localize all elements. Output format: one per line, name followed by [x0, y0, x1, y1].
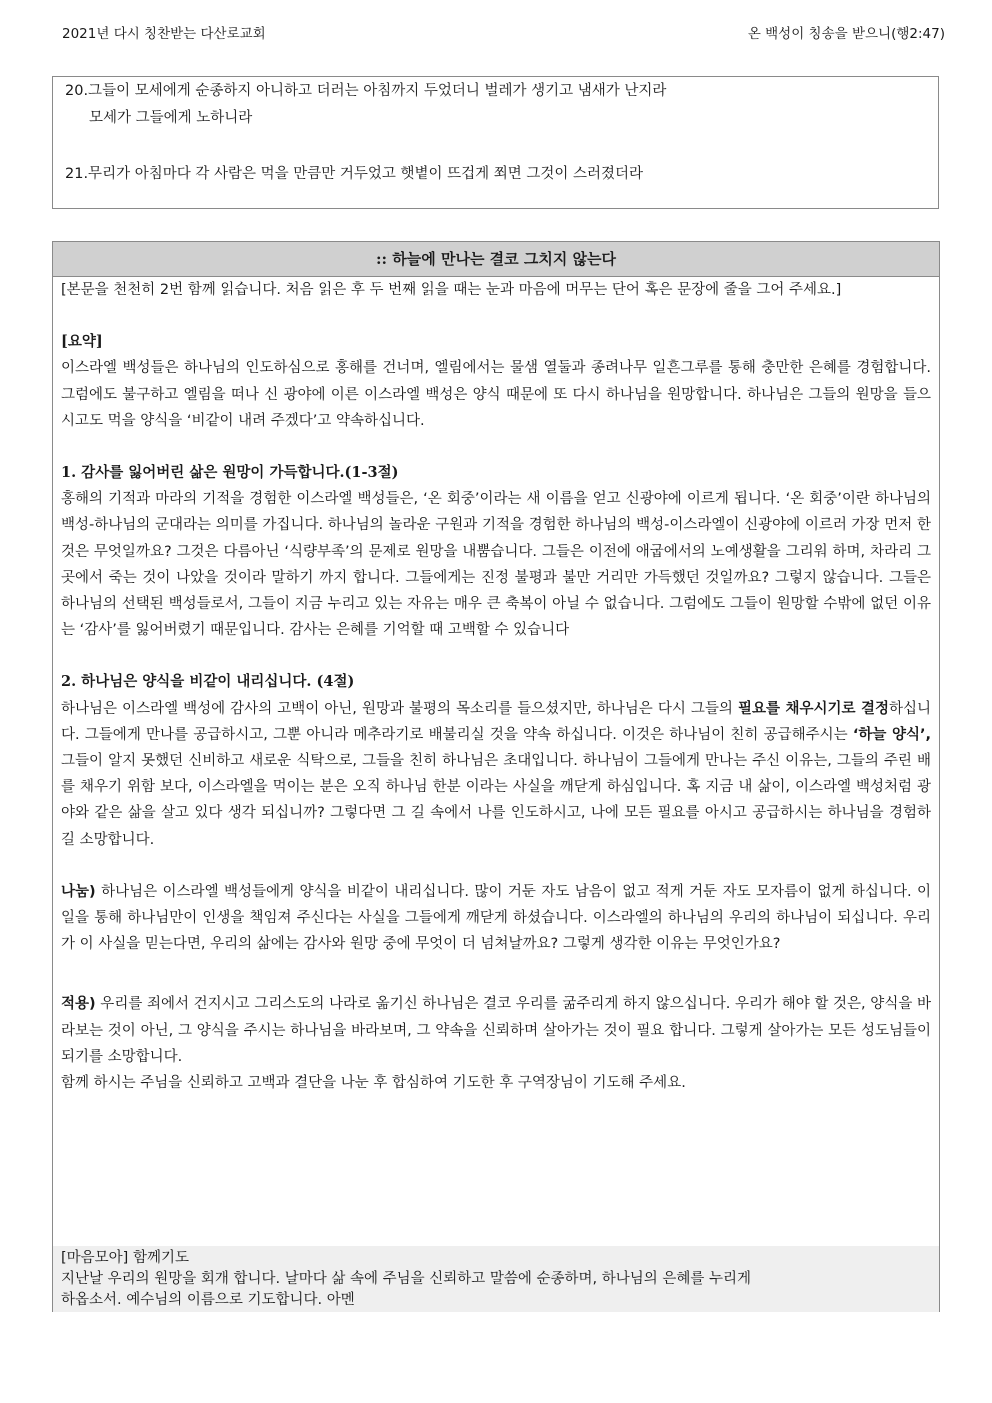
- study-content: [53, 277, 939, 1096]
- share-body: 하나님은 이스라엘 백성들에게 양식을 비같이 내리십니다. 많이 거둔 자도 남음이 없고 적게 거둔 자도 모자름이 없게 하십니다. 이 일을 통해 하나님만이 인생을 책임져 주신다는 사실을 그들에게 깨닫게 하셨습니다. 이스라엘의 하나님의 우리의 하나님이 되십니다. 우리가 이 사실을 믿는다면, 우리의 삶에는 감사와 원망 중에 무엇이 더 넘쳐날까요? 그렇게 생각한 이유는 무엇인가요?: [61, 883, 931, 953]
- apply-label: 적용): [61, 996, 96, 1013]
- prayer-line-2: 하옵소서. 예수님의 이름으로 기도합니다. 아멘: [61, 1292, 355, 1308]
- study-title: :: 하늘에 만나는 결코 그치지 않는다: [53, 242, 939, 277]
- prayer-line-1: 지난날 우리의 원망을 회개 합니다. 날마다 삶 속에 주님을 신뢰하고 말씀에 순종하며, 하나님의 은혜를 누리게: [61, 1271, 752, 1287]
- section-2-emphasis-2: ‘하늘 양식’,: [852, 726, 931, 743]
- header-motto: 온 백성이 칭송을 받으니(행2:47): [747, 26, 945, 42]
- section-2-text-3: 그들이 알지 못했던 신비하고 새로운 식탁으로, 그들을 친히 하나님은 초대입니다. 하나님이 그들에게 만나는 주신 이유는, 그들의 주린 배를 채우기 위함 보다, 이스라엘을 먹이는 분은 오직 하나님 한분 이라는 사실을 깨닫게 하심입니다. 혹 지금 내 삶이, 이스라엘 백성처럼 광야와 같은 삶을 살고 있다 생각 되십니까? 그렇다면 그 길 속에서 나를 인도하시고, 나에 모든 필요를 아시고 공급하시는 하나님을 경험하길 소망합니다.: [61, 753, 931, 848]
- section-2-body: [61, 696, 931, 853]
- section-1-body: 홍해의 기적과 마라의 기적을 경험한 이스라엘 백성들은, ‘온 회중’이라는 새 이름을 얻고 신광야에 이르게 됩니다. ‘온 회중’이란 하나님의 백성-하나님의 군대라는 의미를 가집니다. 하나님의 놀라운 구원과 기적을 경험한 하나님의 백성-이스라엘이 신광야에 이르러 가장 먼저 한 것은 무엇일까요? 그것은 다름아닌 ‘식량부족’의 문제로 원망을 내뿜습니다. 그들은 이전에 애굽에서의 노예생활을 그리워 하며, 차라리 그곳에서 죽는 것이 나았을 것이라 말하기 까지 합니다. 그들에게는 진정 불평과 불만 거리만 가득했던 것일까요? 그렇지 않습니다. 그들은 하나님의 선택된 백성들로서, 그들이 지금 누리고 있는 자유는 매우 큰 축복이 아닐 수 없습니다. 그럼에도 그들이 원망할 수밖에 없던 이유는 ‘감사’를 잃어버렸기 때문입니다. 감사는 은혜를 기억할 때 고백할 수 있습니다: [61, 491, 931, 639]
- prayer-label: [마음모아] 함께기도: [61, 1250, 189, 1266]
- section-2-text-2: 하십니다. 그들에게 만나를 공급하시고, 그뿐 아니라 메추라기로 배불리실 것을 약속 하십니다. 이것은 하나님이 친히 공급해주시는: [61, 700, 931, 743]
- apply-paragraph: [61, 991, 931, 1070]
- summary-heading: [요약]: [61, 333, 103, 351]
- scripture-box: [52, 76, 939, 209]
- section-1-ref: (1-3절): [344, 464, 399, 482]
- section-2-heading: 2. 하나님은 양식을 비같이 내리십니다. (4절): [61, 673, 355, 691]
- summary-body: 이스라엘 백성들은 하나님의 인도하심으로 홍해를 건너며, 엘림에서는 물샘 열둘과 종려나무 일흔그루를 통해 충만한 은혜를 경험합니다. 그럼에도 불구하고 엘림을 떠나 신 광야에 이른 이스라엘 백성은 양식 때문에 또 다시 하나님을 원망합니다. 하나님은 그들의 원망을 들으시고도 먹을 양식을 ‘비같이 내려 주겠다’고 약속하십니다.: [61, 360, 931, 429]
- prayer-section: [53, 1246, 939, 1312]
- section-1-heading: [61, 460, 931, 486]
- section-2-text-1: 하나님은 이스라엘 백성에 감사의 고백이 아닌, 원망과 불평의 목소리를 들으셨지만, 하나님은 다시 그들의: [61, 700, 738, 717]
- study-box: [52, 241, 940, 1312]
- share-paragraph: [61, 879, 931, 958]
- verse-21: 21.무리가 아침마다 각 사람은 먹을 만큼만 거두었고 햇볕이 뜨겁게 쬐면 그것이 스러졌더라: [65, 166, 644, 182]
- section-1-title: 1. 감사를 잃어버린 삶은 원망이 가득합니다.: [61, 464, 345, 482]
- verse-20-line-1: 20.그들이 모세에게 순종하지 아니하고 더러는 아침까지 두었더니 벌레가 생기고 냄새가 난지라: [65, 83, 667, 99]
- verse-20-line-2: 모세가 그들에게 노하니라: [89, 110, 253, 126]
- closing-instruction: 함께 하시는 주님을 신뢰하고 고백과 결단을 나눈 후 합심하여 기도한 후 구역장님이 기도해 주세요.: [61, 1075, 686, 1092]
- instruction: [본문을 천천히 2번 함께 읽습니다. 처음 읽은 후 두 번째 읽을 때는 눈과 마음에 머무는 단어 혹은 문장에 줄을 그어 주세요.]: [61, 282, 842, 298]
- share-label: 나눔): [61, 883, 96, 900]
- section-2-emphasis-1: 필요를 채우시기로 결정: [737, 700, 889, 717]
- apply-body: 우리를 죄에서 건지시고 그리스도의 나라로 옮기신 하나님은 결코 우리를 굶주리게 하지 않으십니다. 우리가 해야 할 것은, 양식을 바라보는 것이 아닌, 그 양식을 주시는 하나님을 바라보며, 그 약속을 신뢰하며 살아가는 것이 필요 합니다. 그렇게 살아가는 모든 성도님들이 되기를 소망합니다.: [61, 996, 931, 1065]
- church-name: 2021년 다시 칭찬받는 다산로교회: [62, 26, 266, 42]
